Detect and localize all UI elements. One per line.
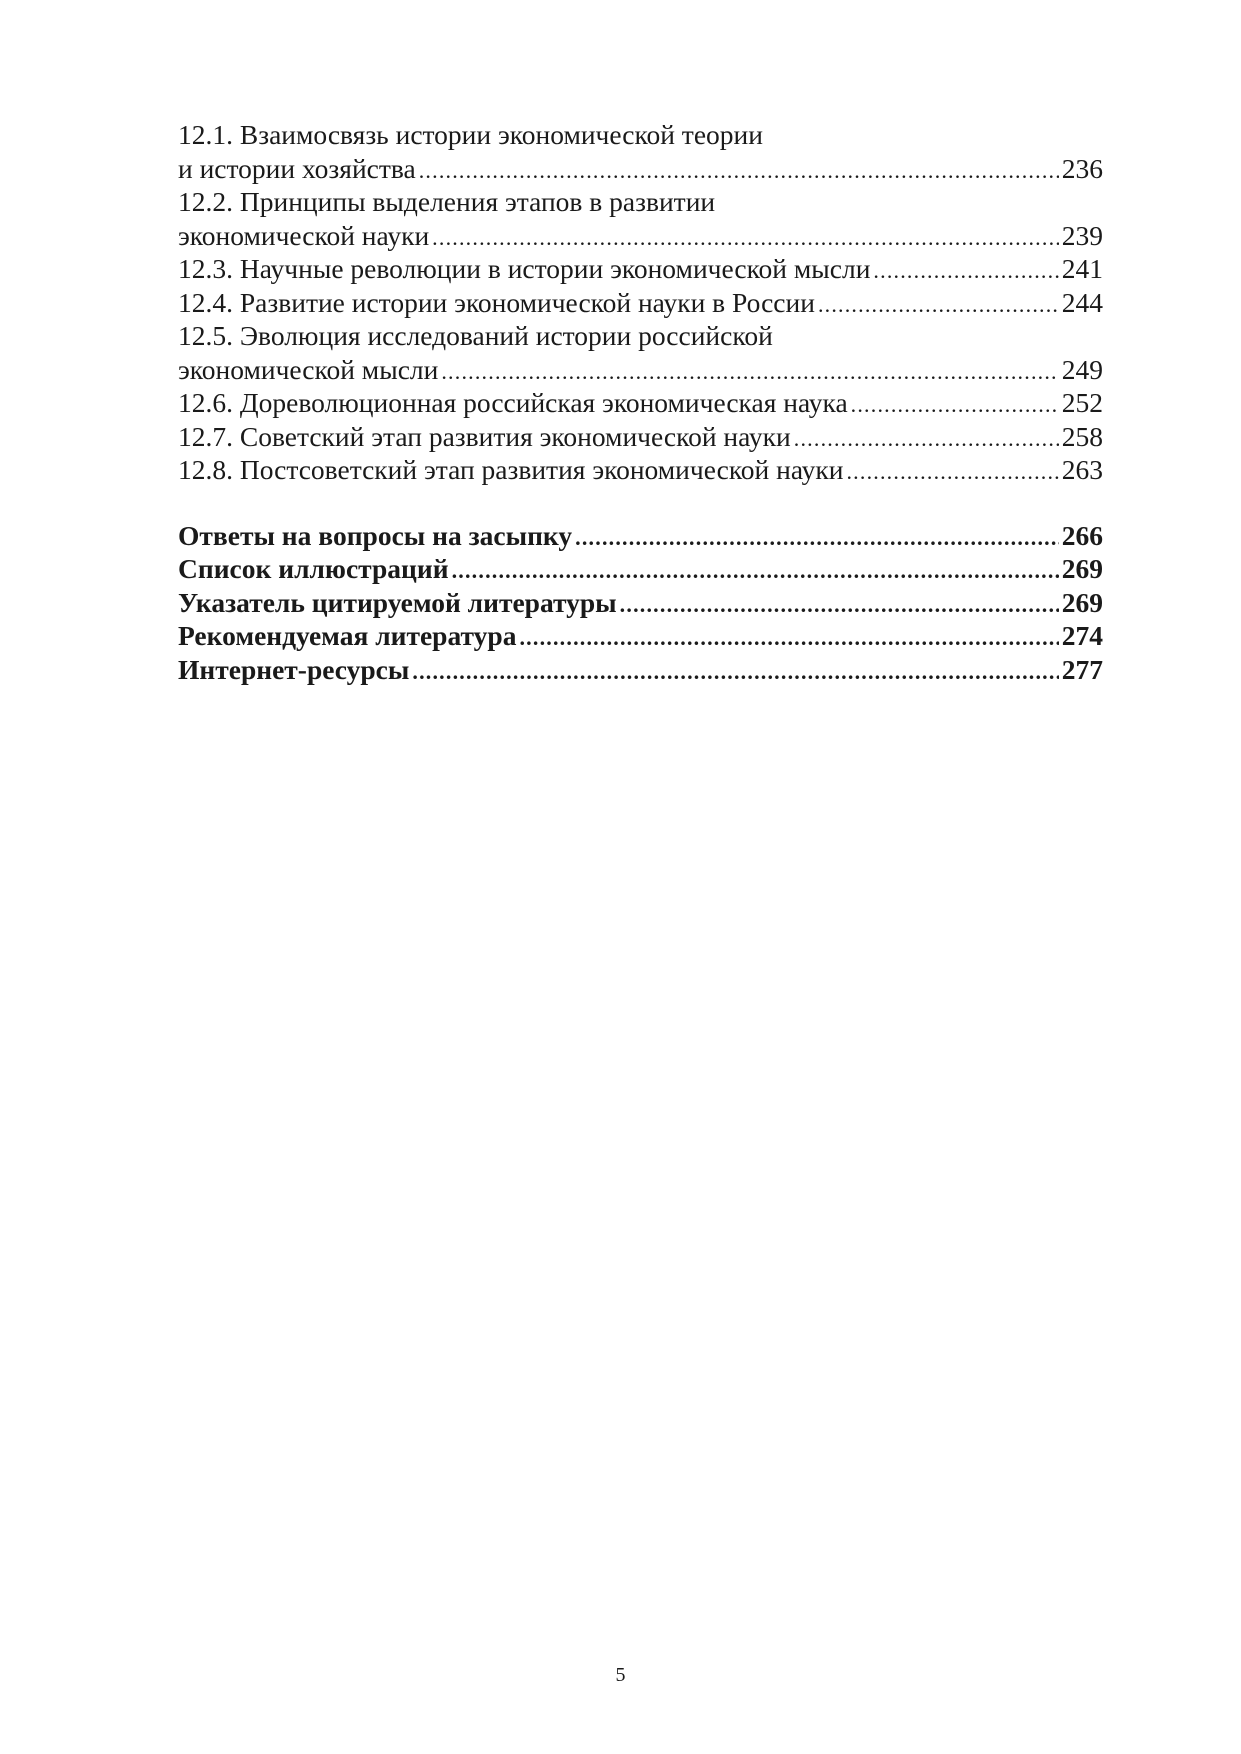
toc-entry-title: и истории хозяйства (178, 152, 416, 184)
toc-entry-title-part: 12.1. Взаимосвязь истории экономической теории (178, 119, 763, 150)
toc-entry-line (178, 586, 1103, 620)
dot-leader (846, 455, 1058, 489)
toc-entry-page: 241 (1061, 253, 1103, 284)
toc-entry-page: 269 (1061, 553, 1103, 584)
toc-entry-12-6[interactable] (178, 386, 1103, 420)
back-matter-list (178, 519, 1103, 687)
toc-entry-12-7[interactable] (178, 420, 1103, 454)
toc-entry-line (178, 552, 1103, 586)
toc-entry-title-part: 12.2. Принципы выделения этапов в развитии (178, 186, 716, 217)
toc-entry-title: Ответы на вопросы на засыпку (178, 519, 573, 551)
toc-entry-title: Интернет-ресурсы (178, 653, 410, 685)
toc-entry-answers[interactable] (178, 519, 1103, 553)
toc-entry-12-5[interactable] (178, 319, 1103, 386)
toc-entry-page: 258 (1061, 420, 1103, 452)
dot-leader (452, 554, 1059, 588)
dot-leader (519, 621, 1058, 655)
toc-entry-line (178, 453, 1103, 487)
toc-entry-first-line (178, 118, 1103, 152)
toc-entry-title: 12.7. Советский этап развития экономической науки (178, 420, 791, 452)
dot-leader (818, 288, 1059, 322)
toc-entry-12-1[interactable] (178, 118, 1103, 185)
dot-leader (620, 588, 1059, 622)
toc-entry-line (178, 619, 1103, 653)
toc-entry-title: экономической науки (178, 219, 430, 251)
toc-entry-page: 249 (1061, 353, 1103, 385)
toc-entry-line (178, 386, 1103, 420)
toc-entry-title: Список иллюстраций (178, 553, 449, 584)
page-number: 5 (615, 1664, 626, 1686)
toc-entry-title-part: 12.5. Эволюция исследований истории российской (178, 320, 773, 351)
toc-entry-12-3[interactable] (178, 252, 1103, 286)
dot-leader (412, 655, 1058, 689)
toc-entry-title: 12.6. Дореволюционная российская экономическая наука (178, 387, 848, 418)
toc-entry-page: 252 (1061, 387, 1103, 418)
dot-leader (851, 388, 1059, 422)
toc-entry-line (178, 420, 1103, 454)
toc-entry-internet-resources[interactable] (178, 653, 1103, 687)
dot-leader (419, 154, 1059, 188)
table-of-contents (178, 118, 1103, 686)
toc-entry-last-line (178, 152, 1103, 186)
toc-entry-page: 277 (1061, 653, 1103, 685)
toc-entry-12-4[interactable] (178, 286, 1103, 320)
toc-entry-page: 266 (1061, 519, 1103, 551)
toc-entry-recommended-literature[interactable] (178, 619, 1103, 653)
section-gap (178, 487, 1103, 519)
toc-entry-first-line (178, 185, 1103, 219)
dot-leader (794, 422, 1059, 456)
toc-entry-title: Рекомендуемая литература (178, 620, 517, 651)
toc-entry-last-line (178, 353, 1103, 387)
toc-entry-last-line (178, 219, 1103, 253)
toc-entry-line (178, 653, 1103, 687)
dot-leader (432, 221, 1059, 255)
dot-leader (873, 254, 1058, 288)
toc-entry-line (178, 252, 1103, 286)
toc-entry-illustrations[interactable] (178, 552, 1103, 586)
toc-entry-title: экономической мысли (178, 353, 439, 385)
dot-leader (441, 355, 1058, 389)
toc-entry-cited-literature[interactable] (178, 586, 1103, 620)
toc-entry-line (178, 286, 1103, 320)
toc-entry-title: 12.8. Постсоветский этап развития экономической науки (178, 454, 844, 485)
toc-entry-12-8[interactable] (178, 453, 1103, 487)
toc-entry-page: 239 (1061, 219, 1103, 251)
toc-entry-page: 274 (1061, 620, 1103, 651)
toc-entry-first-line (178, 319, 1103, 353)
toc-entry-title: 12.3. Научные революции в истории экономической мысли (178, 253, 871, 284)
toc-entry-page: 236 (1061, 152, 1103, 184)
toc-entry-line (178, 519, 1103, 553)
toc-entry-12-2[interactable] (178, 185, 1103, 252)
toc-entry-page: 244 (1061, 286, 1103, 318)
toc-entry-title: 12.4. Развитие истории экономической науки в России (178, 286, 815, 318)
toc-entry-page: 263 (1061, 454, 1103, 485)
dot-leader (575, 521, 1059, 555)
toc-entry-page: 269 (1061, 586, 1103, 618)
toc-entry-title: Указатель цитируемой литературы (178, 586, 617, 618)
